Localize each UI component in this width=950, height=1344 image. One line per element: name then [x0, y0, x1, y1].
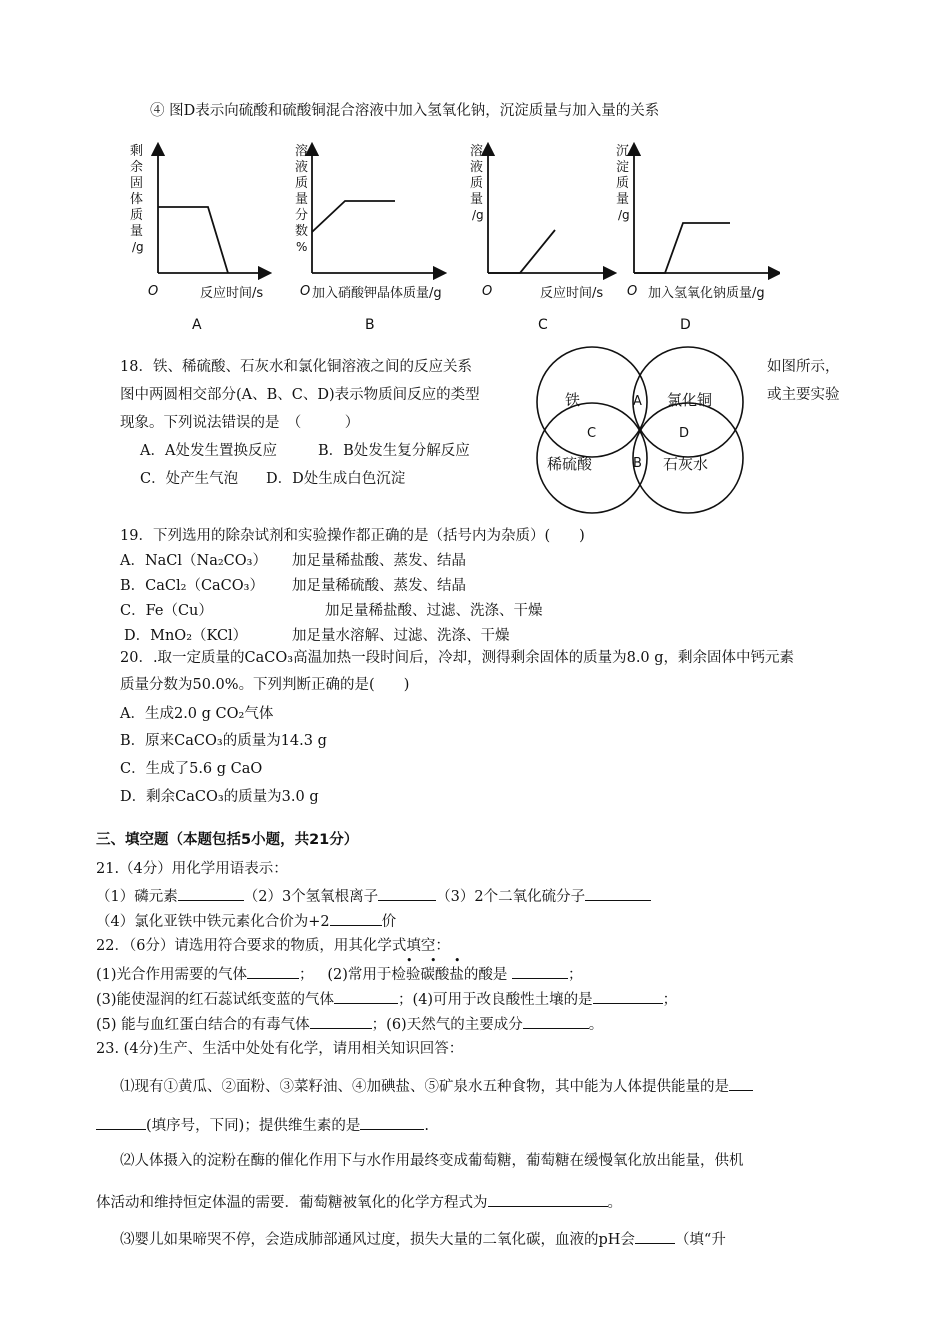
- svg-text:%: %: [296, 240, 308, 254]
- q22-blank2[interactable]: [512, 966, 568, 979]
- q22-line1: [96, 966, 583, 983]
- q18-line2a: 图中两圆相交部分(A、B、C、D)表示物质间反应的类型: [120, 387, 480, 403]
- q22-part6-end: 。: [588, 1017, 604, 1033]
- q20-stem-line2: 质量分数为50.0%。下列判断正确的是( ): [120, 677, 410, 693]
- q22-part4: (4)可用于改良酸性土壤的是: [412, 992, 593, 1008]
- q23-p2-line1: ⑵人体摄入的淀粉在酶的催化作用下与水作用最终变成葡萄糖，葡萄糖在缓慢氧化放出能量，供机: [120, 1153, 744, 1169]
- svg-text:量: 量: [470, 192, 484, 207]
- q23-part1b: (填序号，下同)；提供维生素的是: [146, 1118, 361, 1134]
- q21-blank1[interactable]: [178, 888, 244, 901]
- q23-p1-line1: [120, 1078, 753, 1095]
- venn-region-c: C: [587, 426, 597, 441]
- q18-option-a: A．A处发生置换反应: [140, 443, 277, 459]
- q22-part1: (1)光合作用需要的气体: [96, 967, 248, 983]
- svg-text:质: 质: [295, 176, 309, 191]
- svg-text:液: 液: [470, 160, 484, 175]
- q22-part3-end: ；: [398, 992, 413, 1008]
- q22-blank1[interactable]: [247, 966, 299, 979]
- graph-d-origin: O: [627, 284, 638, 299]
- q23-blank4[interactable]: [635, 1231, 675, 1244]
- q19-option-b-operation: 加足量稀硫酸、蒸发、结晶: [292, 578, 466, 594]
- svg-text:/g: /g: [472, 208, 484, 222]
- graph-a-ylabel-4: 体: [130, 192, 144, 207]
- svg-text:淀: 淀: [616, 160, 630, 175]
- venn-dilute-sulfuric-acid: 稀硫酸: [547, 455, 593, 473]
- q17-statement-4: ④ 图D表示向硫酸和硫酸铜混合溶液中加入氢氧化钠，沉淀质量与加入量的关系: [150, 103, 660, 119]
- q22-part6: (6)天然气的主要成分: [386, 1017, 523, 1033]
- q21-stem: 21.（4分）用化学用语表示：: [96, 861, 288, 877]
- svg-text:量: 量: [295, 192, 309, 207]
- q21-blank2[interactable]: [378, 888, 436, 901]
- svg-text:量: 量: [616, 192, 630, 207]
- q23-part1a: ⑴现有①黄瓜、②面粉、③菜籽油、④加碘盐、⑤矿泉水五种食物，其中能为人体提供能量的是: [120, 1079, 729, 1095]
- graph-c: [470, 143, 610, 333]
- graph-a-ylabel-1: 剩: [130, 144, 144, 159]
- q23-part3a: ⑶婴儿如果啼哭不停，会造成肺部通风过度，损失大量的二氧化碳，血液的pH会: [120, 1232, 635, 1248]
- q21-blank4[interactable]: [330, 913, 382, 926]
- q23-p1-line2: [96, 1117, 429, 1134]
- svg-text:质: 质: [470, 176, 484, 191]
- q19-option-c-substance: C．Fe（Cu）: [120, 603, 213, 619]
- q18-option-c: C．处产生气泡: [140, 471, 239, 487]
- venn-region-d: D: [679, 426, 690, 441]
- graph-b: [295, 143, 442, 333]
- q22-line2: [96, 991, 677, 1008]
- q22-line3: [96, 1016, 603, 1033]
- q18-line2b: 或主要实验: [767, 387, 840, 403]
- q23-p2-line2: [96, 1194, 622, 1211]
- venn-limewater: 石灰水: [663, 455, 709, 473]
- graph-d-caption: D: [680, 317, 691, 333]
- q23-part1-end: .: [424, 1118, 429, 1134]
- q22-part1-end: ；: [299, 967, 314, 983]
- q21-part1: （1）磷元素: [96, 889, 178, 905]
- q18-venn-diagram: [525, 345, 765, 515]
- q23-stem: 23. (4分)生产、生活中处处有化学，请用相关知识回答：: [96, 1041, 464, 1057]
- q18-option-d: D．D处生成白色沉淀: [266, 471, 406, 487]
- svg-text:分: 分: [295, 208, 309, 223]
- q20-option-c: C．生成了5.6 g CaO: [120, 761, 263, 777]
- graph-b-xlabel: 加入硝酸钾晶体质量/g: [312, 286, 442, 301]
- q21-part4-end: 价: [381, 914, 397, 930]
- q22-stem: 22．（6分）请选用符合要求的物质，用其化学式填空：: [96, 938, 450, 954]
- q19-option-c-operation: 加足量稀盐酸、过滤、洗涤、干燥: [325, 603, 543, 619]
- graph-d-xlabel: 加入氢氧化钠质量/g: [648, 286, 765, 301]
- graph-a-xlabel: 反应时间/s: [200, 286, 264, 301]
- graph-c-xlabel: 反应时间/s: [540, 286, 604, 301]
- graph-a-caption: A: [192, 317, 202, 333]
- graph-a: [130, 144, 265, 333]
- graph-b-caption: B: [365, 317, 375, 333]
- q22-part4-end: ；: [662, 992, 678, 1008]
- q22-blank5[interactable]: [310, 1016, 372, 1029]
- q17-graphs: [120, 135, 780, 340]
- svg-text:溶: 溶: [470, 144, 484, 159]
- q19-option-d-operation: 加足量水溶解、过滤、洗涤、干燥: [292, 628, 510, 644]
- q23-part3b: （填“升: [674, 1232, 726, 1248]
- graph-a-ylabel-7: /g: [132, 240, 144, 254]
- graph-a-ylabel-3: 固: [130, 176, 144, 191]
- q21-part2: （2）3个氢氧根离子: [243, 889, 379, 905]
- q18-option-b: B．B处发生复分解反应: [318, 443, 470, 459]
- graph-a-ylabel-5: 质: [130, 208, 144, 223]
- q21-line2: [96, 913, 396, 930]
- graph-c-caption: C: [538, 317, 548, 333]
- q22-part2-end: ；: [568, 967, 583, 983]
- venn-region-b: B: [633, 456, 642, 471]
- graph-c-origin: O: [482, 284, 493, 299]
- q21-part4: （4）氯化亚铁中铁元素化合价为+2: [96, 914, 330, 930]
- q18-line1a: 18．铁、稀硫酸、石灰水和氯化铜溶液之间的反应关系: [120, 359, 472, 375]
- svg-text:液: 液: [295, 160, 309, 175]
- q19-option-b-substance: B．CaCl₂（CaCO₃）: [120, 578, 264, 594]
- q20-option-a: A．生成2.0 g CO₂气体: [120, 706, 274, 722]
- q19-stem: 19．下列选用的除杂试剂和实验操作都正确的是（括号内为杂质）( ): [120, 528, 585, 544]
- q22-part3: (3)能使湿润的红石蕊试纸变蓝的气体: [96, 992, 335, 1008]
- graph-a-origin: O: [148, 284, 159, 299]
- q22-blank4[interactable]: [593, 991, 663, 1004]
- q23-blank2[interactable]: [360, 1117, 424, 1130]
- q20-stem-line1: 20．.取一定质量的CaCO₃高温加热一段时间后，冷却，测得剩余固体的质量为8.0 g，剩余固体中钙元素: [120, 650, 795, 666]
- q23-p3-line1: [120, 1231, 726, 1248]
- q23-part2-end: 。: [607, 1195, 622, 1211]
- q22-emphasis-dots: • • •: [406, 954, 468, 967]
- q23-blank1b[interactable]: [96, 1117, 146, 1130]
- q19-option-a-operation: 加足量稀盐酸、蒸发、结晶: [292, 553, 466, 569]
- graph-d: [616, 144, 775, 333]
- svg-text:沉: 沉: [616, 144, 630, 159]
- q19-option-d-substance: D．MnO₂（KCl）: [124, 628, 248, 644]
- q18-line1b: 如图所示，: [767, 359, 840, 375]
- svg-text:数: 数: [295, 224, 309, 239]
- venn-region-a: A: [633, 394, 642, 409]
- q21-part3: （3）2个二氧化硫分子: [436, 889, 586, 905]
- q23-blank1a[interactable]: [729, 1078, 753, 1091]
- graph-b-origin: O: [300, 284, 311, 299]
- q22-blank6[interactable]: [523, 1016, 589, 1029]
- section-3-heading: 三、填空题（本题包括5小题，共21分）: [96, 832, 359, 848]
- q19-option-a-substance: A．NaCl（Na₂CO₃）: [120, 553, 267, 569]
- q21-blank3[interactable]: [585, 888, 651, 901]
- svg-text:质: 质: [616, 176, 630, 191]
- q23-part2b: 体活动和维持恒定体温的需要．葡萄糖被氧化的化学方程式为: [96, 1195, 488, 1211]
- graph-a-ylabel-2: 余: [130, 160, 144, 175]
- q22-part2: (2)常用于检验碳酸盐的酸是: [327, 967, 508, 983]
- venn-iron: 铁: [565, 391, 581, 409]
- q22-part5-end: ；: [371, 1017, 387, 1033]
- q22-part5: (5) 能与血红蛋白结合的有毒气体: [96, 1017, 310, 1033]
- svg-text:溶: 溶: [295, 144, 309, 159]
- q20-option-b: B．原来CaCO₃的质量为14.3 g: [120, 733, 327, 749]
- venn-copper-chloride: 氯化铜: [667, 391, 713, 409]
- q21-line1: [96, 888, 651, 905]
- graph-a-ylabel-6: 量: [130, 224, 144, 239]
- q20-option-d: D．剩余CaCO₃的质量为3.0 g: [120, 789, 319, 805]
- q18-line3: 现象。下列说法错误的是 （ ）: [120, 415, 360, 431]
- svg-text:/g: /g: [618, 208, 630, 222]
- q23-blank3[interactable]: [488, 1194, 608, 1207]
- q22-blank3[interactable]: [334, 991, 398, 1004]
